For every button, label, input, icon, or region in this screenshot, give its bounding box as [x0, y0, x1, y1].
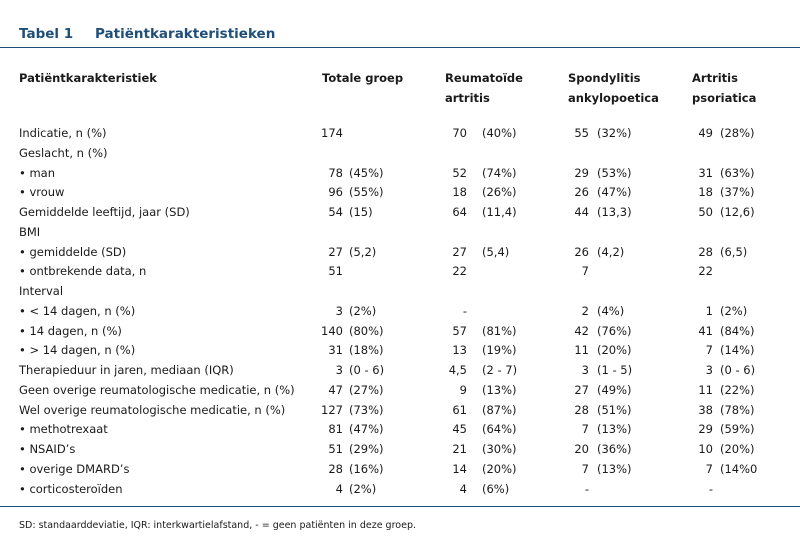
cell-detail: (55%)	[349, 185, 384, 200]
cell-count: 45	[452, 422, 467, 437]
row-label: Gemiddelde leeftijd, jaar (SD)	[19, 205, 190, 219]
cell-count: 49	[698, 126, 713, 140]
header-reumatoide-artritis: Reumatoïde artritis	[445, 71, 523, 105]
table-row	[0, 380, 800, 400]
cell-detail: (4,2)	[597, 244, 625, 259]
header-label: Patiëntkarakteristiek	[19, 71, 157, 85]
cell-count: 41	[698, 323, 713, 338]
cell-count: 18	[698, 185, 713, 200]
row-label: • corticosteroïden	[19, 481, 123, 496]
footer-rule	[0, 506, 800, 507]
cell-detail: (15)	[349, 205, 373, 219]
cell-detail: (19%)	[482, 343, 517, 358]
cell-detail: (13%)	[597, 461, 632, 476]
cell-count: 54	[328, 205, 343, 219]
cell-count: 44	[574, 205, 589, 219]
cell-detail: (20%)	[482, 461, 517, 476]
cell-count: 27	[574, 382, 589, 397]
cell-count: 4	[335, 481, 343, 496]
cell-count: 61	[452, 402, 467, 417]
cell-count: 55	[574, 126, 589, 140]
cell-detail: (20%)	[597, 343, 632, 358]
cell-count: 81	[328, 422, 343, 437]
cell-count: 57	[452, 323, 467, 338]
cell-count: 13	[452, 343, 467, 358]
cell-detail: (26%)	[482, 185, 517, 200]
cell-count: 29	[698, 422, 713, 437]
cell-count: 7	[581, 461, 589, 476]
cell-count: 4	[459, 481, 467, 496]
cell-count: 38	[698, 402, 713, 417]
row-label: Geslacht, n (%)	[19, 145, 108, 160]
cell-detail: (14%)	[720, 343, 755, 358]
table-row	[0, 261, 800, 281]
cell-detail: (5,2)	[349, 244, 377, 259]
table-row	[0, 163, 800, 183]
cell-count: 10	[698, 442, 713, 456]
cell-detail: (29%)	[349, 442, 384, 456]
cell-count: 96	[328, 185, 343, 200]
cell-count: 7	[705, 343, 713, 358]
table-row	[0, 202, 800, 222]
cell-count: 52	[452, 165, 467, 180]
row-label: • < 14 dagen, n (%)	[19, 303, 136, 318]
cell-detail: (47%)	[597, 185, 632, 200]
table-row	[0, 439, 800, 459]
header-artritis-psoriatica: Artritis psoriatica	[692, 71, 757, 105]
row-label: • overige DMARD’s	[19, 461, 130, 476]
row-label: • man	[19, 165, 55, 180]
cell-detail: (78%)	[720, 402, 755, 417]
cell-detail: (4%)	[597, 303, 625, 318]
cell-count: 50	[698, 205, 713, 219]
cell-count: 51	[328, 264, 343, 279]
cell-count: -	[462, 303, 467, 318]
table-row	[0, 479, 800, 499]
cell-count: 18	[452, 185, 467, 200]
cell-count: 70	[452, 126, 467, 140]
cell-count: 22	[452, 264, 467, 279]
row-label: • gemiddelde (SD)	[19, 244, 127, 259]
cell-detail: (36%)	[597, 442, 632, 456]
cell-detail: (30%)	[482, 442, 517, 456]
row-label: Wel overige reumatologische medicatie, n (%)	[19, 402, 286, 417]
cell-detail: (37%)	[720, 185, 755, 200]
table-row	[0, 281, 800, 301]
cell-detail: (6,5)	[720, 244, 748, 259]
cell-detail: (28%)	[720, 126, 755, 140]
cell-count: 47	[328, 382, 343, 397]
row-label: • > 14 dagen, n (%)	[19, 343, 136, 358]
table-row	[0, 301, 800, 321]
cell-count: 3	[581, 363, 589, 377]
title-rule	[0, 47, 800, 48]
cell-count: 9	[459, 382, 467, 397]
cell-count: 31	[328, 343, 343, 358]
row-label: Interval	[19, 284, 64, 298]
cell-detail: (2 - 7)	[482, 363, 518, 377]
cell-detail: (40%)	[482, 126, 517, 140]
cell-detail: (5,4)	[482, 244, 510, 259]
row-label: • NSAID’s	[19, 442, 76, 456]
row-label: BMI	[19, 224, 41, 239]
table-row	[0, 123, 800, 143]
table-row	[0, 143, 800, 163]
table-row	[0, 400, 800, 420]
cell-count: 3	[705, 363, 713, 377]
cell-detail: (59%)	[720, 422, 755, 437]
cell-detail: (74%)	[482, 165, 517, 180]
cell-detail: (80%)	[349, 323, 384, 338]
cell-detail: (51%)	[597, 402, 632, 417]
table-row	[0, 340, 800, 360]
table-row	[0, 222, 800, 242]
row-label: • vrouw	[19, 185, 65, 200]
cell-count: 7	[581, 264, 589, 279]
cell-count: 26	[574, 244, 589, 259]
cell-detail: (6%)	[482, 481, 510, 496]
cell-count: 27	[328, 244, 343, 259]
cell-detail: (13%)	[597, 422, 632, 437]
header-totale-groep: Totale groep	[322, 71, 404, 85]
table-number: Tabel 1	[19, 26, 74, 42]
cell-detail: (47%)	[349, 422, 384, 437]
cell-count: 21	[452, 442, 467, 456]
cell-detail: (13%)	[482, 382, 517, 397]
table-row	[0, 419, 800, 439]
header-spondylitis-ankylopoetica: Spondylitis ankylopoetica	[568, 71, 659, 105]
row-label: • 14 dagen, n (%)	[19, 323, 122, 338]
cell-count: 28	[698, 244, 713, 259]
cell-count: -	[708, 481, 713, 496]
cell-detail: (11,4)	[482, 205, 517, 219]
cell-detail: (13,3)	[597, 205, 632, 219]
cell-detail: (63%)	[720, 165, 755, 180]
cell-detail: (2%)	[349, 481, 377, 496]
cell-count: 64	[452, 205, 467, 219]
cell-count: 3	[335, 363, 343, 377]
cell-count: 4,5	[448, 363, 467, 377]
cell-detail: (87%)	[482, 402, 517, 417]
cell-count: 26	[574, 185, 589, 200]
cell-count: 20	[574, 442, 589, 456]
row-label: Therapieduur in jaren, mediaan (IQR)	[19, 363, 234, 377]
cell-count: 42	[574, 323, 589, 338]
cell-count: 2	[581, 303, 589, 318]
cell-detail: (16%)	[349, 461, 384, 476]
cell-count: 14	[452, 461, 467, 476]
cell-count: 31	[698, 165, 713, 180]
cell-count: 28	[574, 402, 589, 417]
cell-count: 140	[321, 323, 343, 338]
cell-count: 1	[705, 303, 713, 318]
cell-count: 3	[335, 303, 343, 318]
table-row	[0, 360, 800, 380]
cell-detail: (0 - 6)	[349, 363, 385, 377]
cell-detail: (12,6)	[720, 205, 755, 219]
row-label: • ontbrekende data, n	[19, 264, 147, 279]
cell-count: 174	[321, 126, 343, 140]
table-footnote: SD: standaarddeviatie, IQR: interkwartielafstand, - = geen patiënten in deze groep.	[19, 520, 416, 531]
cell-detail: (32%)	[597, 126, 632, 140]
table-row	[0, 242, 800, 262]
cell-count: 7	[581, 422, 589, 437]
cell-count: 27	[452, 244, 467, 259]
cell-detail: (49%)	[597, 382, 632, 397]
row-label: Geen overige reumatologische medicatie, n (%)	[19, 382, 295, 397]
cell-detail: (45%)	[349, 165, 384, 180]
table-row	[0, 182, 800, 202]
cell-detail: (84%)	[720, 323, 755, 338]
cell-detail: (14%0	[720, 461, 758, 476]
table-row	[0, 459, 800, 479]
cell-detail: (1 - 5)	[597, 363, 633, 377]
cell-count: 127	[321, 402, 343, 417]
cell-detail: (20%)	[720, 442, 755, 456]
cell-detail: (0 - 6)	[720, 363, 756, 377]
cell-detail: (22%)	[720, 382, 755, 397]
cell-count: -	[584, 481, 589, 496]
cell-count: 28	[328, 461, 343, 476]
cell-count: 22	[698, 264, 713, 279]
cell-count: 51	[328, 442, 343, 456]
cell-detail: (64%)	[482, 422, 517, 437]
cell-detail: (53%)	[597, 165, 632, 180]
cell-detail: (18%)	[349, 343, 384, 358]
cell-count: 78	[328, 165, 343, 180]
row-label: • methotrexaat	[19, 422, 108, 437]
cell-detail: (76%)	[597, 323, 632, 338]
table-row	[0, 321, 800, 341]
cell-count: 11	[574, 343, 589, 358]
cell-count: 11	[698, 382, 713, 397]
table-title: Patiëntkarakteristieken	[95, 26, 276, 42]
cell-detail: (2%)	[349, 303, 377, 318]
cell-detail: (2%)	[720, 303, 748, 318]
cell-detail: (73%)	[349, 402, 384, 417]
row-label: Indicatie, n (%)	[19, 126, 107, 140]
cell-detail: (27%)	[349, 382, 384, 397]
cell-count: 7	[705, 461, 713, 476]
cell-detail: (81%)	[482, 323, 517, 338]
cell-count: 29	[574, 165, 589, 180]
